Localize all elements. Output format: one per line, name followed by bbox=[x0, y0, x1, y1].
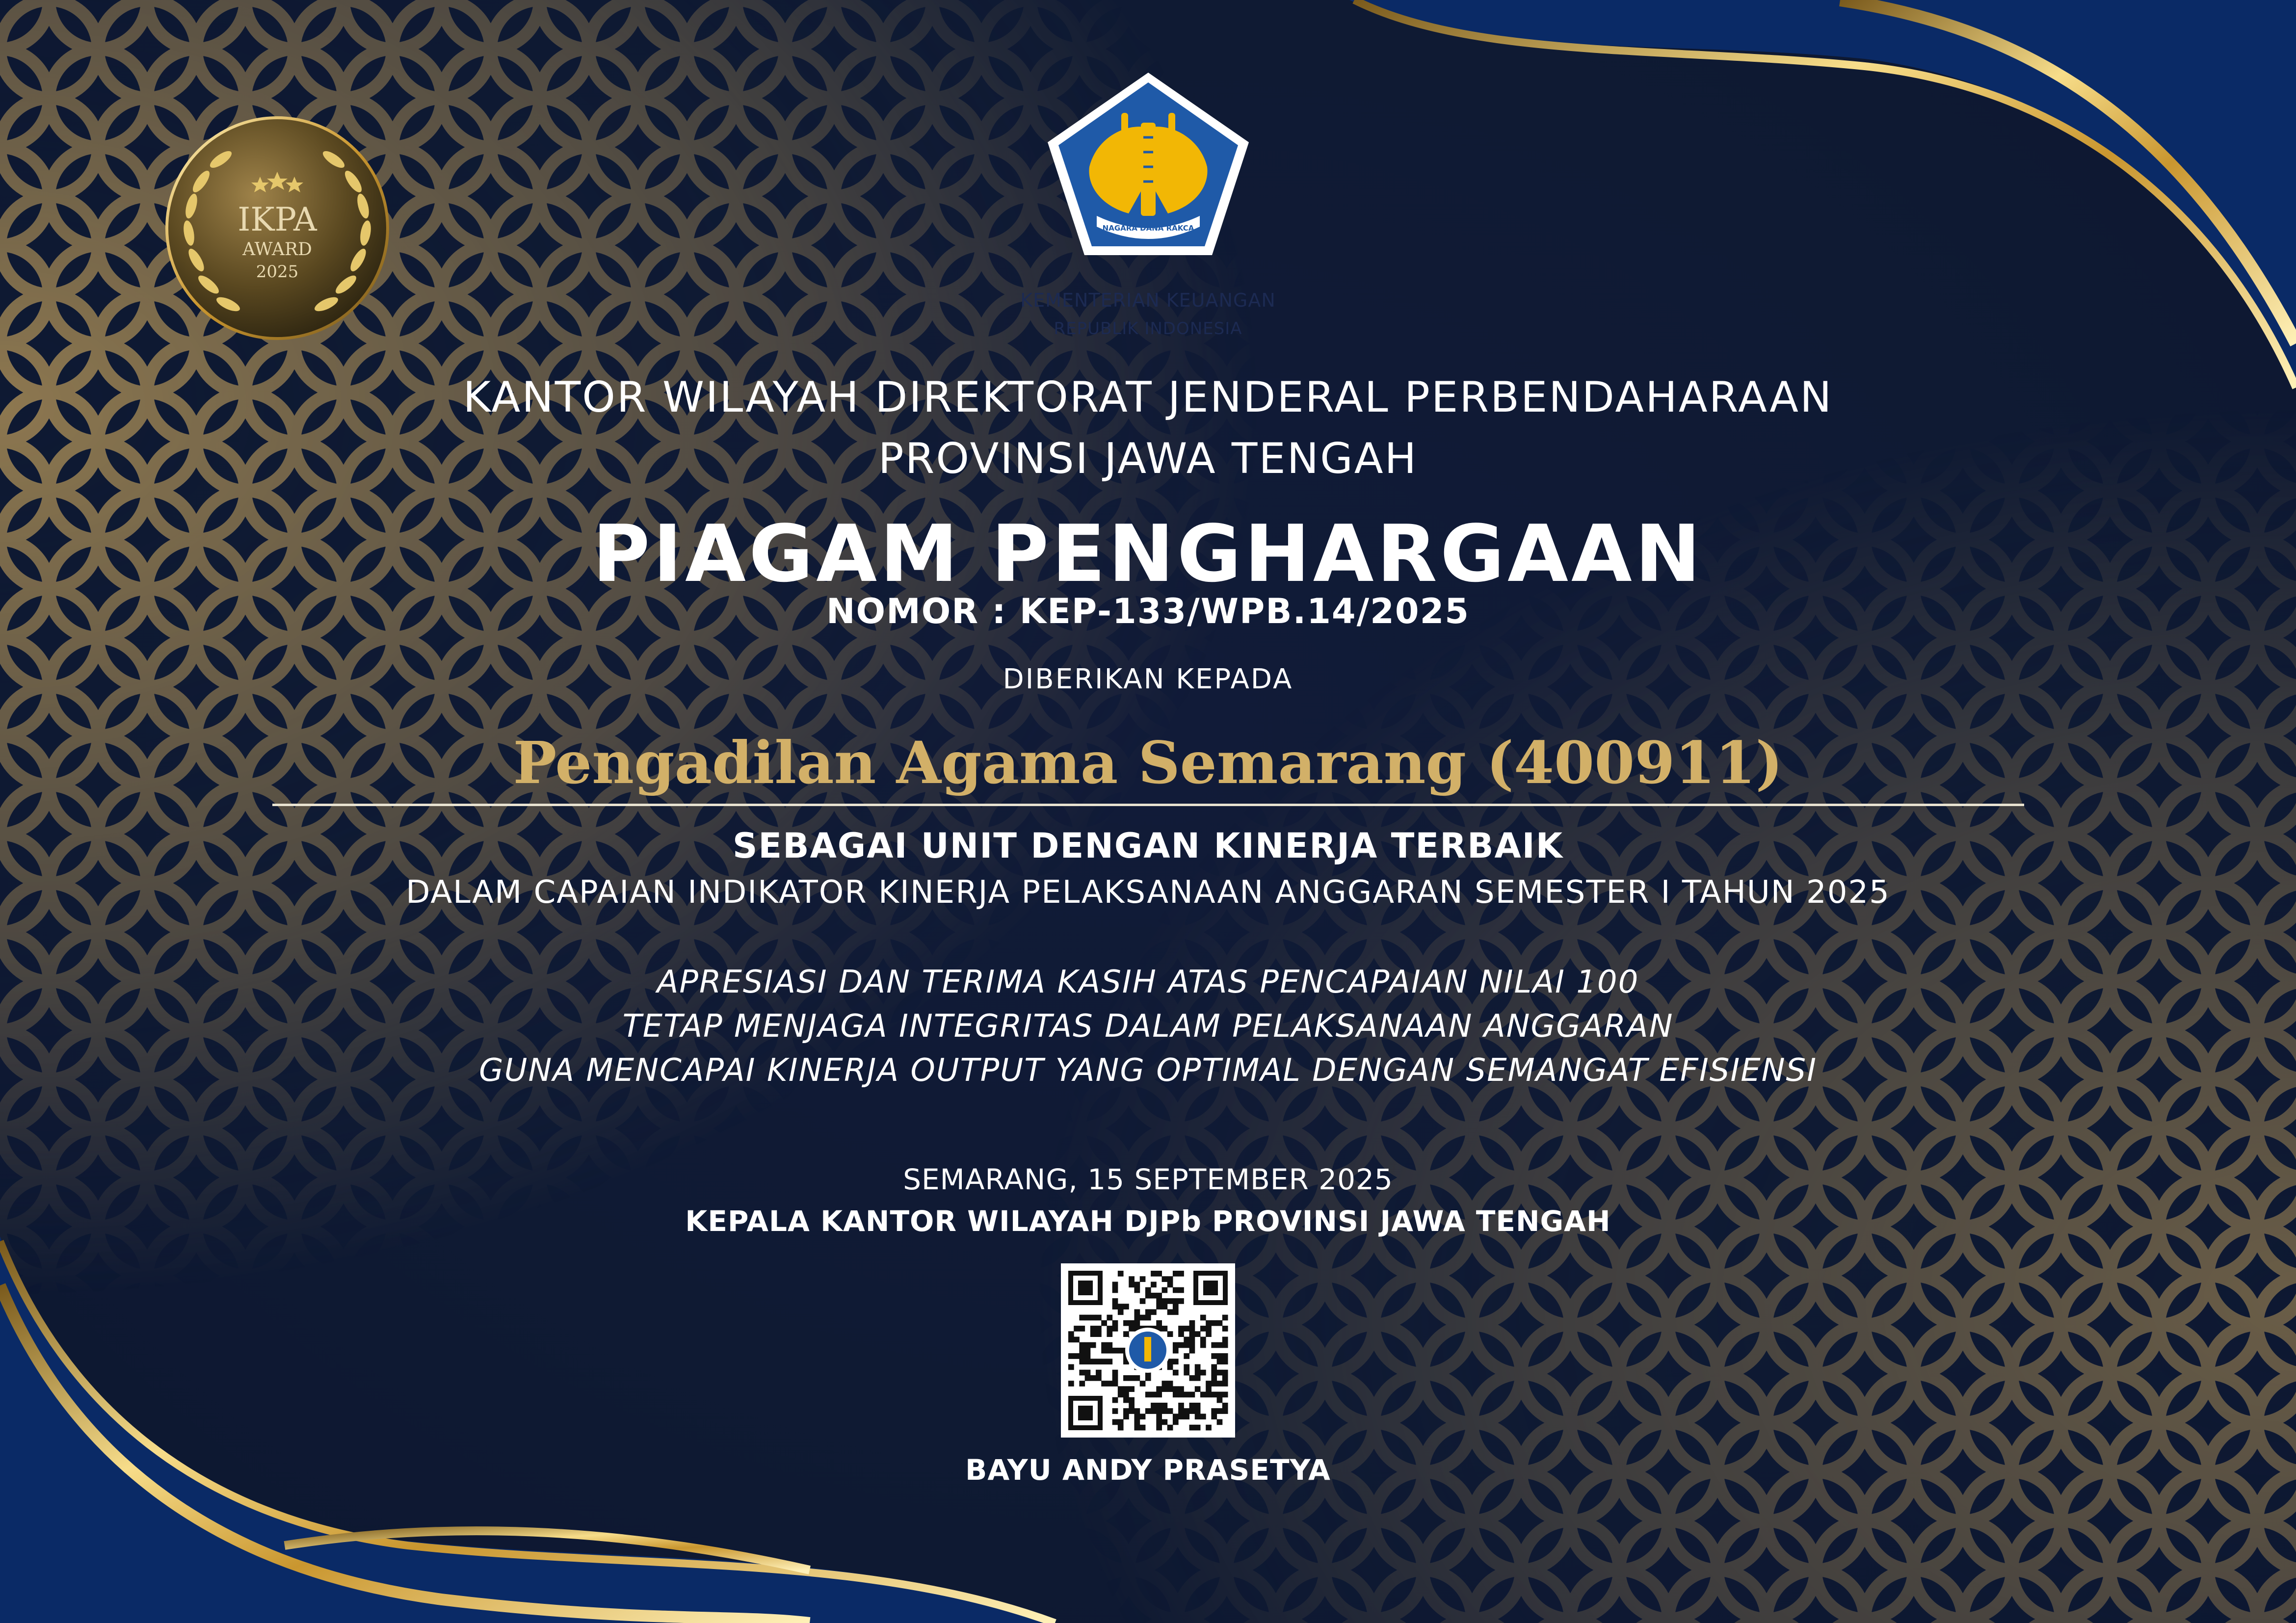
place-date: SEMARANG, 15 SEPTEMBER 2025 bbox=[903, 1163, 1393, 1196]
award-description: DALAM CAPAIAN INDIKATOR KINERJA PELAKSANAAN ANGGARAN SEMESTER I TAHUN 2025 bbox=[406, 874, 1890, 911]
recipient-divider bbox=[272, 804, 2024, 806]
badge-subtitle: AWARD bbox=[242, 239, 312, 260]
badge-title: IKPA bbox=[238, 201, 317, 238]
appreciation-line-3: GUNA MENCAPAI KINERJA OUTPUT YANG OPTIMAL DENGAN SEMANGAT EFISIENSI bbox=[478, 1052, 1818, 1089]
office-name-line2: PROVINSI JAWA TENGAH bbox=[878, 434, 1418, 483]
signer-name: BAYU ANDY PRASETYA bbox=[965, 1453, 1331, 1487]
certificate-title: PIAGAM PENGHARGAAN bbox=[592, 508, 1704, 600]
qr-code bbox=[1061, 1263, 1235, 1438]
given-to-label: DIBERIKAN KEPADA bbox=[1003, 663, 1293, 695]
appreciation-line-2: TETAP MENJAGA INTEGRITAS DALAM PELAKSANAAN ANGGARAN bbox=[622, 1008, 1674, 1045]
appreciation-line-1: APRESIASI DAN TERIMA KASIH ATAS PENCAPAIAN NILAI 100 bbox=[657, 964, 1639, 1000]
badge-year: 2025 bbox=[256, 262, 299, 282]
award-subtitle: SEBAGAI UNIT DENGAN KINERJA TERBAIK bbox=[733, 826, 1563, 866]
recipient-name: Pengadilan Agama Semarang (400911) bbox=[513, 729, 1783, 797]
logo-caption-line1: KEMENTERIAN KEUANGAN bbox=[1020, 289, 1276, 311]
logo-caption-line2: REPUBLIK INDONESIA bbox=[1054, 319, 1242, 339]
certificate-number: NOMOR : KEP-133/WPB.14/2025 bbox=[826, 591, 1470, 631]
kemenkeu-logo bbox=[1043, 69, 1254, 260]
signer-position: KEPALA KANTOR WILAYAH DJPb PROVINSI JAWA TENGAH bbox=[685, 1204, 1611, 1238]
logo-motto: NAGARA DANA RAKCA bbox=[1102, 224, 1194, 233]
office-name-line1: KANTOR WILAYAH DIREKTORAT JENDERAL PERBENDAHARAAN bbox=[463, 373, 1833, 422]
